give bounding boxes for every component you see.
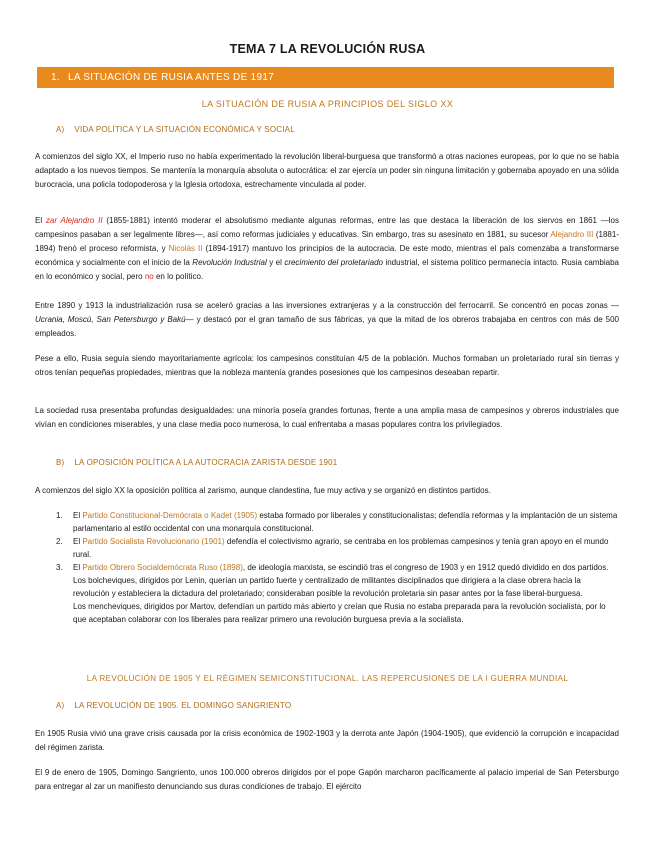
paragraph-6: A comienzos del siglo XX la oposición política al zarismo, aunque clandestina, fue muy activa y se organizó en distintos partidos.	[35, 486, 491, 495]
text-run: estaba formado por liberales y constitucionalistas; defendía reformas y la implantación de un sistema parlamentario al estilo occidental con una monarquía constitucional.	[73, 511, 618, 533]
paragraph-5: La sociedad rusa presentaba profundas desigualdades: una minoría poseía grandes fortunas, frente a una amplia masa de campesinos y obreros industriales que vivían en condiciones miserables, y una clase media poco numerosa, lo cual enfrentaba a masas populares contra los privilegiados.	[35, 406, 619, 429]
section-a-heading	[56, 125, 295, 134]
text-run: El	[73, 563, 83, 572]
bolcheviques-text: Los bolcheviques, dirigidos por Lenin, querían un partido fuerte y centralizado de militantes disciplinados que dirigiera a la clase obrera hacia la revolución y estableciera la dictadura del proletariado; consideraban posible la revolución proletaria sin pasar antes por la fase liberal-burguesa.	[73, 576, 583, 598]
paragraph-3	[35, 299, 619, 341]
paragraph-7: En 1905 Rusia vivió una grave crisis causada por la crisis económica de 1902-1903 y la derrota ante Japón (1904-1905), que evidenció la corrupción e incapacidad del régimen zarista.	[35, 729, 619, 752]
industrial-zones: Ucrania, Moscú, San Petersburgo y Bakú	[35, 315, 186, 324]
party-name: Partido Obrero Socialdemócrata Ruso (1898)	[82, 563, 243, 572]
zar-name: zar Alejandro II	[45, 216, 103, 225]
paragraph-8: El 9 de enero de 1905, Domingo Sangriento, unos 100.000 obreros dirigidos por el pope Gapón marcharon pacíficamente al palacio imperial de San Petersburgo para entregar al zar un manifiesto denunciando sus duras condiciones de trabajo. El ejército	[35, 768, 619, 791]
no-emphasis: no	[144, 272, 154, 281]
section-title: LA OPOSICIÓN POLÍTICA A LA AUTOCRACIA ZARISTA DESDE 1901	[74, 458, 338, 467]
text-run: y el	[266, 258, 285, 267]
banner-text: LA SITUACIÓN DE RUSIA ANTES DE 1917	[67, 72, 275, 83]
text-run: — y destacó por el gran tamaño de sus fábricas, ya que la mitad de los obreros trabajaba en centros con más de 500 empleados.	[35, 315, 619, 338]
text-run: (1855-1881) intentó moderar el absolutismo mediante algunas reformas, entre las que destaca la liberación de los siervos en 1861 —los campesinos pasaban a ser legalmente libres—, así como reformas judiciales y educativas. Sin embargo, tras su asesinato en 1881, su sucesor	[35, 216, 619, 239]
text-run: Entre 1890 y 1913 la industrialización rusa se aceleró gracias a las inversiones extranjeras y a la construcción del ferrocarril. Se concentró en pocas zonas —	[35, 301, 619, 310]
section-letter: B)	[56, 458, 65, 467]
list-item	[56, 535, 618, 561]
section-letter: A)	[56, 125, 65, 134]
section-title: VIDA POLÍTICA Y LA SITUACIÓN ECONÓMICA Y SOCIAL	[74, 125, 295, 134]
paragraph-2	[35, 214, 619, 284]
alejandro-iii: Alejandro III	[550, 230, 594, 239]
banner-number: 1.	[51, 72, 60, 83]
section-title: LA REVOLUCIÓN DE 1905. EL DOMINGO SANGRIENTO	[74, 701, 292, 710]
page-title: TEMA 7 LA REVOLUCIÓN RUSA	[229, 42, 426, 56]
party-name: Partido Constitucional-Demócrata o Kadet (1905)	[82, 511, 258, 520]
text-run: El	[73, 511, 83, 520]
parties-list	[56, 509, 618, 626]
party-name: Partido Socialista Revolucionario (1901)	[82, 537, 225, 546]
section-a2-heading	[56, 701, 291, 710]
text-run: El	[35, 216, 46, 225]
text-run: El	[73, 537, 83, 546]
text-run: industrial, el sistema político permanecía intacto. Rusia cambiaba en lo económico y social, pero	[35, 258, 620, 281]
revolucion-industrial: Revolución Industrial	[192, 258, 267, 267]
paragraph-1: A comienzos del siglo XX, el Imperio ruso no había experimentado la revolución liberal-burguesa que transformó a otras naciones europeas, por lo que no se había adaptado a los nuevos tiempos. Se mantenía la monarquía absoluta o autocrática: el zar ejercía un poder sin ninguna limitación y gobernaba apoyado en una sólida burocracia, una policía todopoderosa y la Iglesia ortodoxa, estrechamente vinculada al poder.	[35, 152, 619, 189]
nicolas-ii: Nicolás II	[168, 244, 203, 253]
crecimiento-proletariado: crecimiento del proletariado	[284, 258, 384, 267]
text-run: (1894-1917) mantuvo los principios de la autocracia. De este modo, mientras el país comenzaba a transformarse económica y socialmente con el inicio de la	[35, 244, 619, 267]
subheading-situation: LA SITUACIÓN DE RUSIA A PRINCIPIOS DEL SIGLO XX	[201, 99, 454, 109]
list-item	[56, 509, 618, 535]
text-run: , de ideología marxista, se escindió tras el congreso de 1903 y en 1912 quedó dividido en dos partidos.	[242, 563, 609, 572]
list-item	[56, 561, 618, 626]
subheading-1905: LA REVOLUCIÓN DE 1905 Y EL RÉGIMEN SEMICONSTITUCIONAL. LAS REPERCUSIONES DE LA I GUERRA MUNDIAL	[86, 674, 569, 683]
section-b-heading	[56, 458, 337, 467]
text-run: (1881-1894) frenó el proceso reformista, y	[35, 230, 619, 253]
section-banner	[37, 67, 614, 88]
section-letter: A)	[56, 701, 65, 710]
list-number: 1.	[56, 511, 63, 520]
list-number: 3.	[56, 563, 63, 572]
text-run: defendía el colectivismo agrario, se centraba en los problemas campesinos y tenía gran apoyo en el mundo rural.	[73, 537, 609, 559]
list-number: 2.	[56, 537, 63, 546]
mencheviques-text: Los mencheviques, dirigidos por Martov, defendían un partido más abierto y creían que Rusia no estaba preparada para la revolución socialista, por lo que aceptaban colaborar con los liberales para realizar primero una revolución burguesa previa a la socialista.	[73, 602, 606, 624]
paragraph-4: Pese a ello, Rusia seguía siendo mayoritariamente agrícola: los campesinos constituían 4/5 de la población. Muchos formaban un proletariado rural sin tierras y otros tenían pequeñas propiedades, mientras que la nobleza mantenía grandes posesiones que los campesinos deseaban repartir.	[35, 354, 619, 377]
text-run: en lo político.	[153, 272, 204, 281]
